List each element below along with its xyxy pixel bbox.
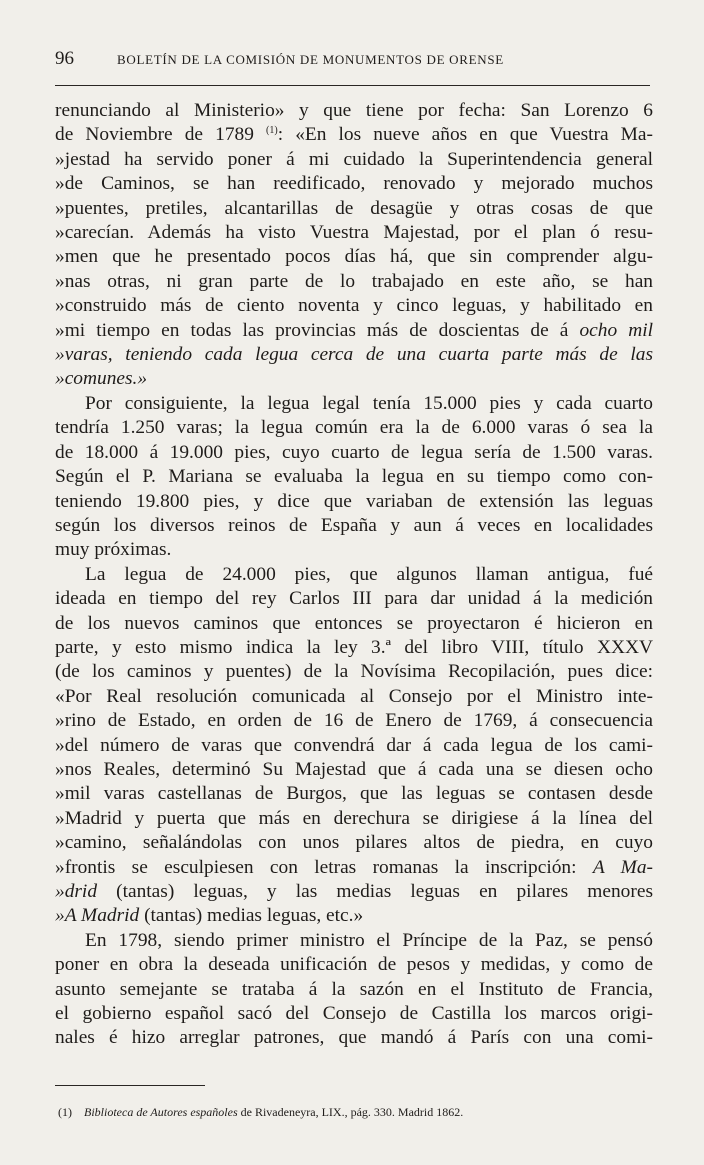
text-line: de 18.000 á 19.000 pies, cuyo cuarto de legua sería de 1.500 varas. [55,441,653,463]
text-line: el gobierno español sacó del Consejo de Castilla los marcos origi- [55,1003,653,1025]
text-line: Por consiguiente, la legua legal tenía 15.000 pies y cada cuarto [85,392,653,414]
footnote-source: Biblioteca de Autores españoles [84,1105,238,1119]
text-line: »nos Reales, determinó Su Majestad que á cada una se diesen ocho [55,758,653,780]
footnote-details: de Rivadeneyra, LIX., pág. 330. Madrid 1862. [237,1105,464,1119]
text-line: asunto semejante se trataba á la sazón en el Instituto de Francia, [55,978,653,1000]
text-line: muy próximas. [55,539,172,561]
text-line: »comunes.» [55,368,148,390]
footnote-ref: (1) [266,125,278,137]
text-line: parte, y esto mismo indica la ley 3.ª del libro VIII, título XXXV [55,636,653,658]
text-line: según los diversos reinos de España y aun á veces en localidades [55,514,653,536]
footnote-rule [55,1085,205,1086]
text-line: »del número de varas que convendrá dar á cada legua de los cami- [55,734,653,756]
text-line: »construido más de ciento noventa y cinco leguas, y habilitado en [55,295,653,317]
text-line: »mil varas castellanas de Burgos, que las leguas se contasen desde [55,783,653,805]
text-line: »A Madrid (tantas) medias leguas, etc.» [55,905,364,927]
text-line: »rino de Estado, en orden de 16 de Enero de 1769, á consecuencia [55,710,653,732]
text-line: »camino, señalándolas con unos pilares altos de piedra, en cuyo [55,832,653,854]
text-line: »nas otras, ni gran parte de lo trabajado en este año, se han [55,270,653,292]
text-line: de Noviembre de 1789 $^{(1)}$: «En los nueve años en que Vuestra Ma- [55,124,653,146]
body-text [55,99,653,1051]
text-line: »de Caminos, se han reedificado, renovado y mejorado muchos [55,173,653,195]
text-line: de los nuevos caminos que entonces se proyectaron é hicieron en [55,612,653,634]
text-line: poner en obra la deseada unificación de pesos y medidas, y como de [55,954,653,976]
text-line: La legua de 24.000 pies, que algunos llaman antigua, fué [85,563,653,585]
text-line: Según el P. Mariana se evaluaba la legua en su tiempo como con- [55,466,653,488]
text-line: «Por Real resolución comunicada al Consejo por el Ministro inte- [55,685,653,707]
text-line: »puentes, pretiles, alcantarillas de desagüe y otras cosas de que [55,197,653,219]
text-line: tendría 1.250 varas; la legua común era la de 6.000 varas ó sea la [55,417,653,439]
text-line: ideada en tiempo del rey Carlos III para dar unidad á la medición [55,588,653,610]
text-line: »varas, teniendo cada legua cerca de una cuarta parte más de las [55,344,653,366]
running-title: BOLETÍN DE LA COMISIÓN DE MONUMENTOS DE ORENSE [117,52,504,67]
text-line: nales é hizo arreglar patrones, que mandó á París con una comi- [55,1027,653,1049]
footnote [58,1105,638,1120]
header-rule [55,85,650,86]
text-line: »drid (tantas) leguas, y las medias leguas en pilares menores [55,881,653,902]
text-line: »jestad ha servido poner á mi cuidado la Superintendencia general [55,148,653,170]
text-line: (de los caminos y puentes) de la Novísima Recopilación, pues dice: [55,661,653,683]
footnote-number: (1) [58,1105,72,1119]
text-line: »men que he presentado pocos días há, que sin comprender algu- [55,246,653,268]
text-line: »Madrid y puerta que más en derechura se dirigiese á la línea del [55,807,653,829]
page-number: 96 [55,48,74,69]
text-line: »mi tiempo en todas las provincias más de doscientas de á ocho mil [55,319,654,341]
text-line: »frontis se esculpiesen con letras romanas la inscripción: A Ma- [55,856,653,878]
text-line: teniendo 19.800 pies, y dice que variaban de extensión las leguas [55,490,653,512]
text-line: »carecían. Además ha visto Vuestra Majestad, por el plan ó resu- [55,222,653,244]
text-line: En 1798, siendo primer ministro el Príncipe de la Paz, se pensó [85,929,653,951]
page-header [55,46,650,76]
text-line: renunciando al Ministerio» y que tiene por fecha: San Lorenzo 6 [55,100,653,121]
